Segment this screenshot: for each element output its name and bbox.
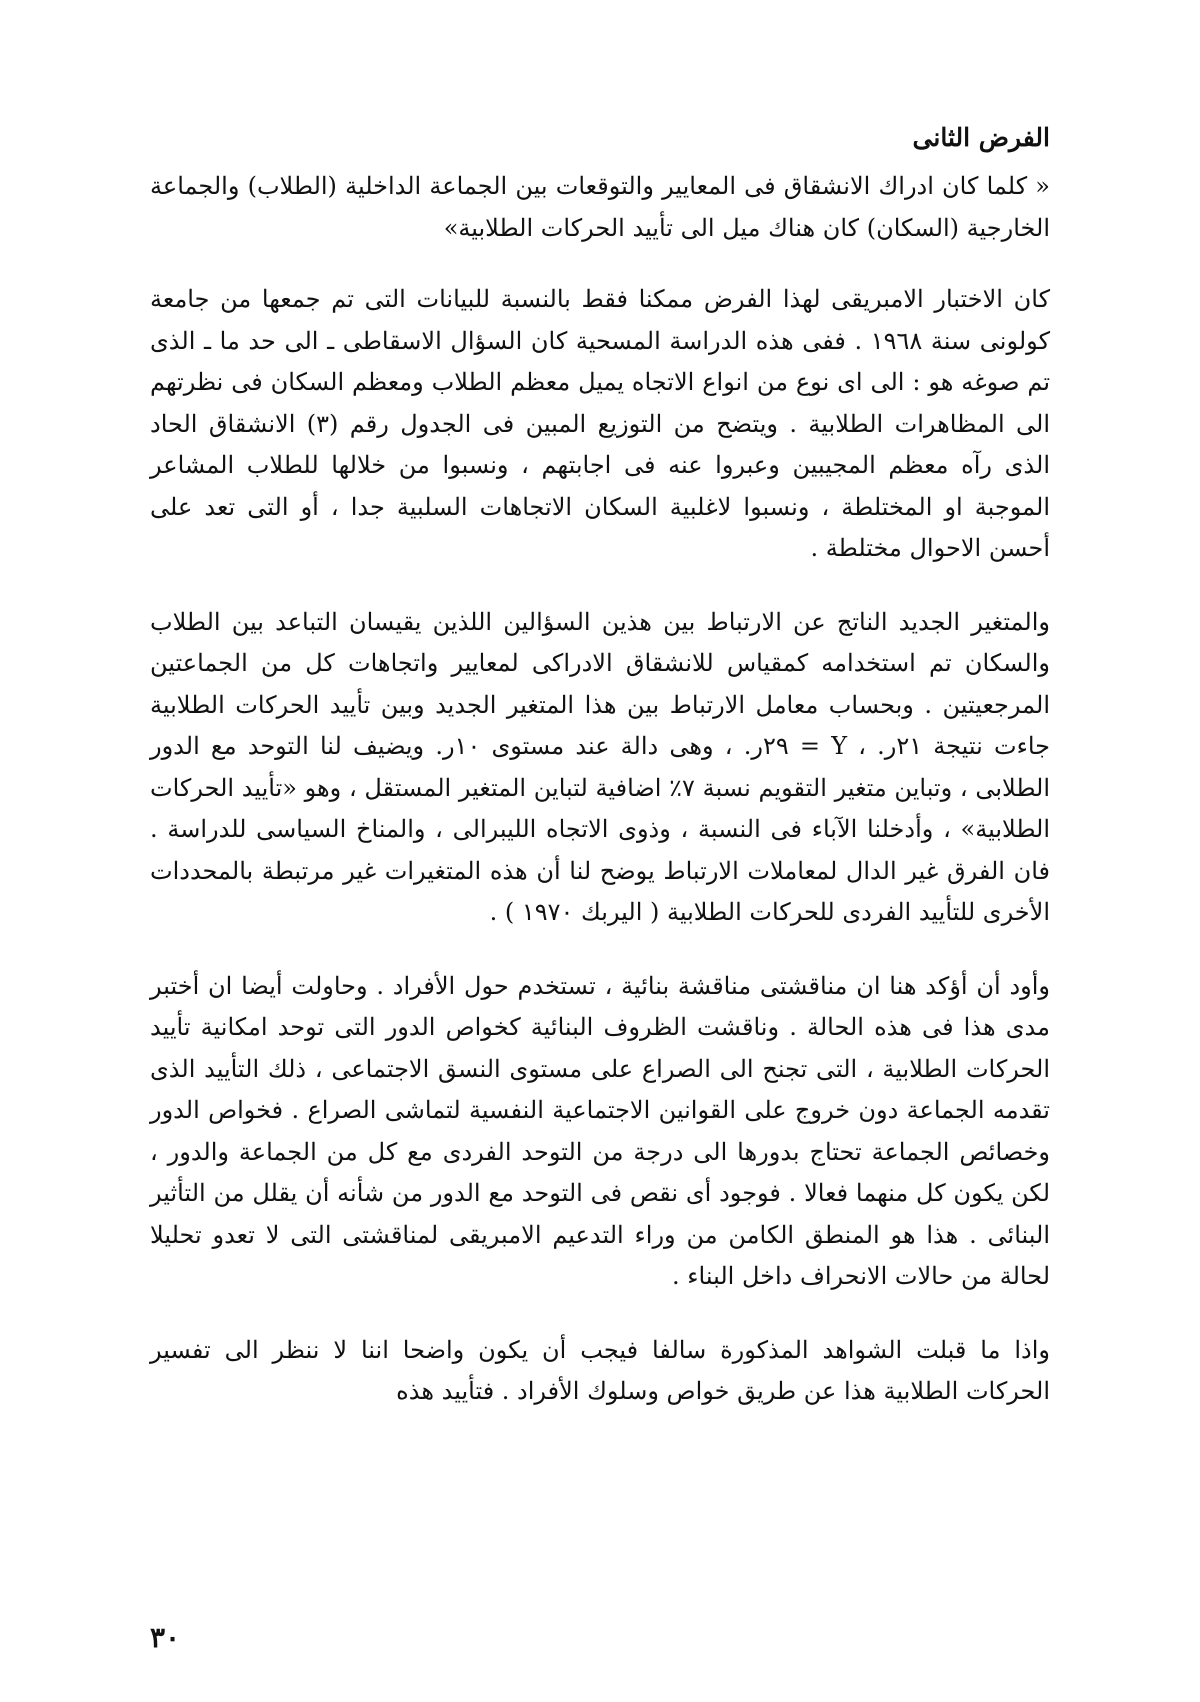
paragraph-conclusion: واذا ما قبلت الشواهد المذكورة سالفا فيجب أن يكون واضحا اننا لا ننظر الى تفسير الحركات الطلابية هذا عن طريق خواص وسلوك الأفراد . فتأييد هذه xyxy=(150,1335,1050,1405)
document-page xyxy=(150,118,1050,1678)
paragraph-new-variable: والمتغير الجديد الناتج عن الارتباط بين هذين السؤالين اللذين يقيسان التباعد بين الطلاب والسكان تم استخدامه كمقياس للانشقاق الادراكى لمعايير واتجاهات كل من الجماعتين المرجعيتين . وبحساب معامل الارتباط بين هذا المتغير الجديد وبين تأييد الحركات الطلابية جاءت نتيجة ٢١ر. ، Y = ٢٩ر. ، وهى دالة عند مستوى ١٠ر. ويضيف لنا التوحد مع الدور الطلابى ، وتباين متغير التقويم نسبة ٧٪ اضافية لتباين المتغير المستقل ، وهو «تأييد الحركات الطلابية» ، وأدخلنا الآباء فى النسبة ، وذوى الاتجاه الليبرالى ، والمناخ السياسى للدراسة . فان الفرق غير الدال لمعاملات الارتباط يوضح لنا أن هذه المتغيرات غير مرتبطة بالمحددات الأخرى للتأييد الفردى للحركات الطلابية ( اليربك ١٩٧٠ ) . xyxy=(150,607,1051,926)
hypothesis-statement: « كلما كان ادراك الانشقاق فى المعايير والتوقعات بين الجماعة الداخلية (الطلاب) والجماعة الخارجية (السكان) كان هناك ميل الى تأييد الحركات الطلابية» xyxy=(150,172,1050,242)
section-title: الفرض الثانى xyxy=(912,123,1050,152)
page-number: ٣٠ xyxy=(150,1621,181,1654)
paragraph-structural-argument: وأود أن أؤكد هنا ان مناقشتى مناقشة بنائية ، تستخدم حول الأفراد . وحاولت أيضا ان أختبر مدى هذا فى هذه الحالة . وناقشت الظروف البنائية كخواص الدور التى توحد امكانية تأييد الحركات الطلابية ، التى تجنح الى الصراع على مستوى النسق الاجتماعى ، ذلك التأييد الذى تقدمه الجماعة دون خروج على القوانين الاجتماعية النفسية لتماشى الصراع . فخواص الدور وخصائص الجماعة تحتاج بدورها الى درجة من التوحد الفردى مع كل من الجماعة والدور ، لكن يكون كل منهما فعالا . فوجود أى نقص فى التوحد مع الدور من شأنه أن يقلل من التأثير البنائى . هذا هو المنطق الكامن من وراء التدعيم الامبريقى لمناقشتى التى لا تعدو تحليلا لحالة من حالات الانحراف داخل البناء . xyxy=(150,971,1050,1290)
paragraph-empirical-test: كان الاختبار الامبريقى لهذا الفرض ممكنا فقط بالنسبة للبيانات التى تم جمعها من جامعة كولونى سنة ١٩٦٨ . ففى هذه الدراسة المسحية كان السؤال الاسقاطى ـ الى حد ما ـ الذى تم صوغه هو : الى اى نوع من انواع الاتجاه يميل معظم الطلاب ومعظم السكان فى نظرتهم الى المظاهرات الطلابية . ويتضح من التوزيع المبين فى الجدول رقم (٣) الانشقاق الحاد الذى رآه معظم المجيبين وعبروا عنه فى اجابتهم ، ونسبوا من خلالها للطلاب المشاعر الموجبة او المختلطة ، ونسبوا لاغلبية السكان الاتجاهات السلبية جدا ، أو التى تعد على أحسن الاحوال مختلطة . xyxy=(150,285,1051,562)
